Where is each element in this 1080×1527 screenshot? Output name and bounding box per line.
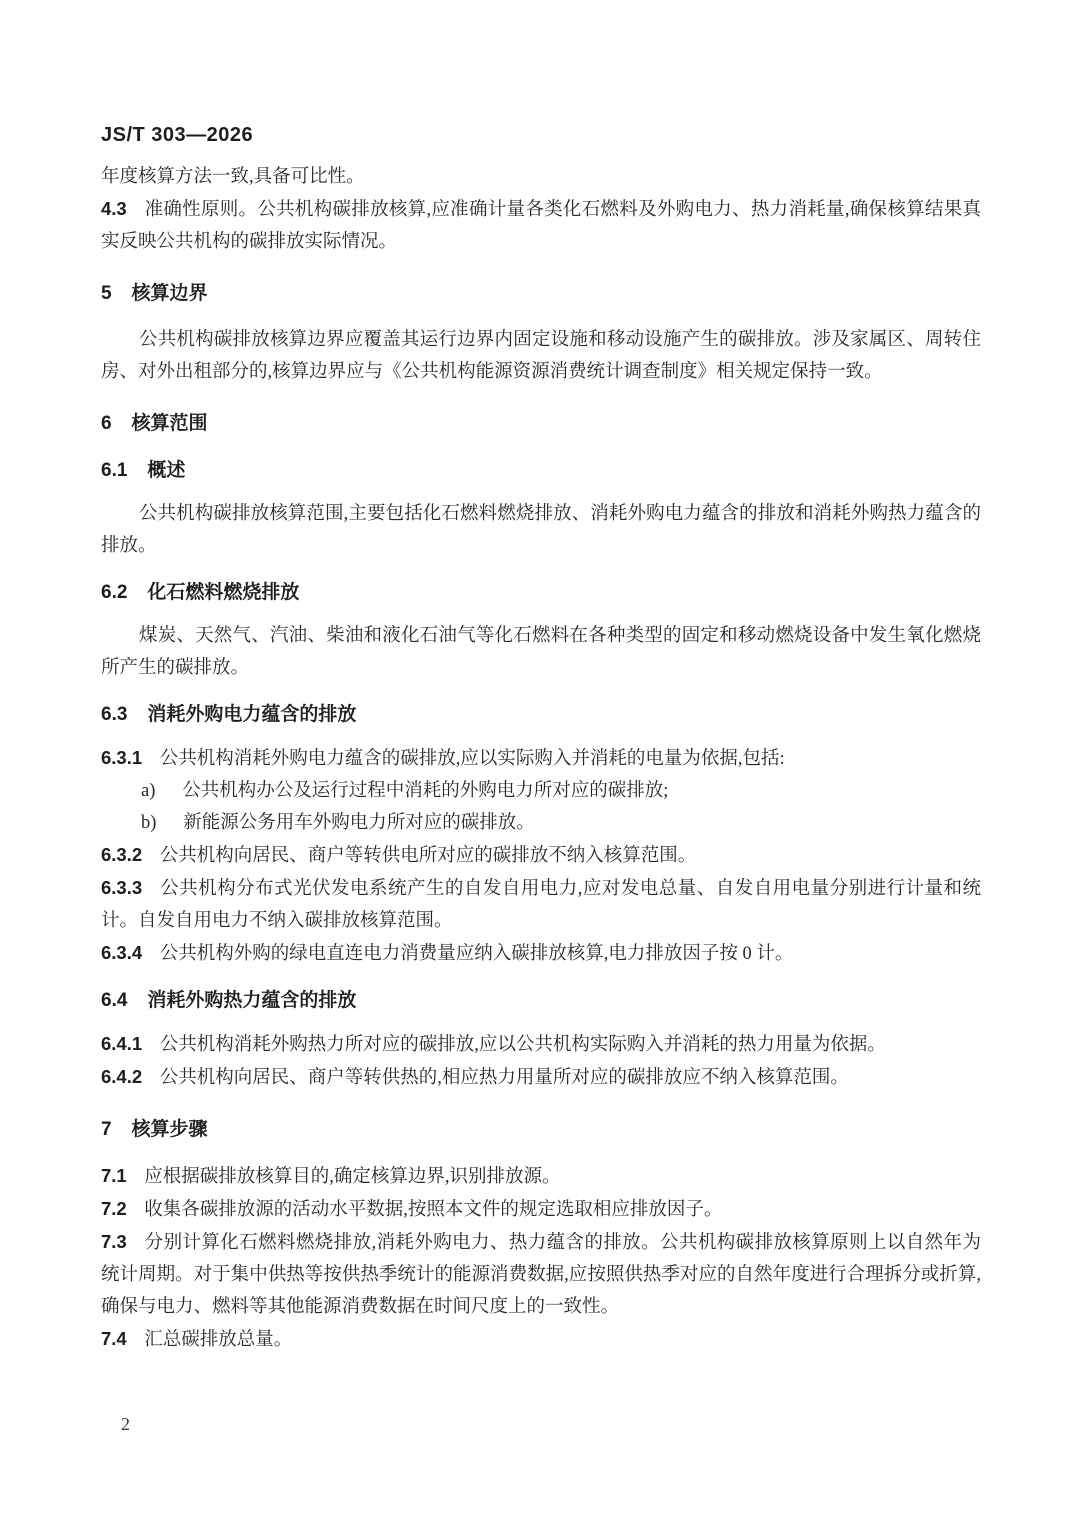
section-title: 概述 <box>147 460 186 481</box>
section-heading-6.2 <box>101 577 981 609</box>
list-item <box>101 807 981 839</box>
paragraph: 公共机构碳排放核算边界应覆盖其运行边界内固定设施和移动设施产生的碳排放。涉及家属区、周转住房、对外出租部分的,核算边界应与《公共机构能源资源消费统计调查制度》相关规定保持一致。 <box>101 330 981 382</box>
list-marker: b) <box>141 813 157 833</box>
clause-text: 准确性原则。公共机构碳排放核算,应准确计量各类化石燃料及外购电力、热力消耗量,确保核算结果真实反映公共机构的碳排放实际情况。 <box>101 200 981 252</box>
section-title: 消耗外购热力蕴含的排放 <box>147 990 357 1011</box>
clause-number: 7.4 <box>101 1328 127 1349</box>
section-number: 6.2 <box>101 582 128 603</box>
section-heading-7 <box>101 1114 981 1146</box>
clause-number: 7.3 <box>101 1231 127 1252</box>
section-heading-6 <box>101 408 981 440</box>
clause-number: 4.3 <box>101 198 127 219</box>
clause-7.4 <box>101 1323 981 1356</box>
clause-7.3 <box>101 1226 981 1323</box>
section-number: 6.4 <box>101 990 128 1011</box>
clause-text: 收集各碳排放源的活动水平数据,按照本文件的规定选取相应排放因子。 <box>144 1200 723 1220</box>
clause-text: 公共机构向居民、商户等转供热的,相应热力用量所对应的碳排放应不纳入核算范围。 <box>159 1068 849 1088</box>
section-heading-6.3 <box>101 699 981 731</box>
clause-6.3.1 <box>101 742 981 775</box>
clause-number: 6.3.2 <box>101 844 143 865</box>
section-number: 6.1 <box>101 460 128 481</box>
clause-6.3.3 <box>101 872 981 937</box>
section-number: 7 <box>101 1119 112 1140</box>
section-heading-5 <box>101 278 981 310</box>
clause-text: 汇总碳排放总量。 <box>144 1330 293 1350</box>
clause-number: 7.2 <box>101 1198 127 1219</box>
standard-number-header: JS/T 303—2026 <box>101 124 254 146</box>
section-number: 5 <box>101 283 112 304</box>
clause-text: 公共机构消耗外购电力蕴含的碳排放,应以实际购入并消耗的电量为依据,包括: <box>159 749 785 769</box>
paragraph: 公共机构碳排放核算范围,主要包括化石燃料燃烧排放、消耗外购电力蕴含的排放和消耗外购热力蕴含的排放。 <box>101 504 981 556</box>
clause-text: 公共机构向居民、商户等转供电所对应的碳排放不纳入核算范围。 <box>159 846 697 866</box>
section-heading-6.4 <box>101 985 981 1017</box>
clause-number: 6.3.4 <box>101 942 143 963</box>
clause-text: 公共机构消耗外购热力所对应的碳排放,应以公共机构实际购入并消耗的热力用量为依据。 <box>159 1035 886 1055</box>
clause-number: 6.4.2 <box>101 1066 143 1087</box>
list-marker: a) <box>141 781 156 801</box>
list-item <box>101 775 981 807</box>
section-title: 核算步骤 <box>131 1119 208 1140</box>
clause-4.3 <box>101 193 981 258</box>
list-item-text: 新能源公务用车外购电力所对应的碳排放。 <box>183 813 535 833</box>
clause-text: 公共机构分布式光伏发电系统产生的自发自用电力,应对发电总量、自发自用电量分别进行计量和统计。自发自用电力不纳入碳排放核算范围。 <box>101 879 981 931</box>
page-number: 2 <box>121 1414 130 1434</box>
clause-7.2 <box>101 1193 981 1226</box>
clause-number: 6.4.1 <box>101 1033 143 1054</box>
clause-6.3.4 <box>101 937 981 970</box>
clause-number: 7.1 <box>101 1165 127 1186</box>
clause-number: 6.3.3 <box>101 877 143 898</box>
section-title: 化石燃料燃烧排放 <box>147 582 300 603</box>
clause-6.3.2 <box>101 839 981 872</box>
section-number: 6 <box>101 413 112 434</box>
section-heading-6.1 <box>101 455 981 487</box>
clause-7.1 <box>101 1160 981 1193</box>
clause-6.4.1 <box>101 1028 981 1061</box>
clause-6.4.2 <box>101 1061 981 1094</box>
section-number: 6.3 <box>101 704 128 725</box>
page-body <box>101 124 981 1356</box>
section-title: 核算边界 <box>131 283 208 304</box>
list-item-text: 公共机构办公及运行过程中消耗的外购电力所对应的碳排放; <box>182 781 669 801</box>
clause-number: 6.3.1 <box>101 747 143 768</box>
paragraph: 煤炭、天然气、汽油、柴油和液化石油气等化石燃料在各种类型的固定和移动燃烧设备中发生氧化燃烧所产生的碳排放。 <box>101 626 981 678</box>
section-title: 核算范围 <box>131 413 208 434</box>
clause-text: 应根据碳排放核算目的,确定核算边界,识别排放源。 <box>144 1167 561 1187</box>
document-content <box>101 161 981 1356</box>
clause-text: 公共机构外购的绿电直连电力消费量应纳入碳排放核算,电力排放因子按 0 计。 <box>159 944 794 964</box>
clause-text: 分别计算化石燃料燃烧排放,消耗外购电力、热力蕴含的排放。公共机构碳排放核算原则上以自然年为统计周期。对于集中供热等按供热季统计的能源消费数据,应按照供热季对应的自然年度进行合理拆分或折算,确保与电力、燃料等其他能源消费数据在时间尺度上的一致性。 <box>101 1233 981 1317</box>
paragraph: 年度核算方法一致,具备可比性。 <box>101 167 365 187</box>
section-title: 消耗外购电力蕴含的排放 <box>147 704 357 725</box>
